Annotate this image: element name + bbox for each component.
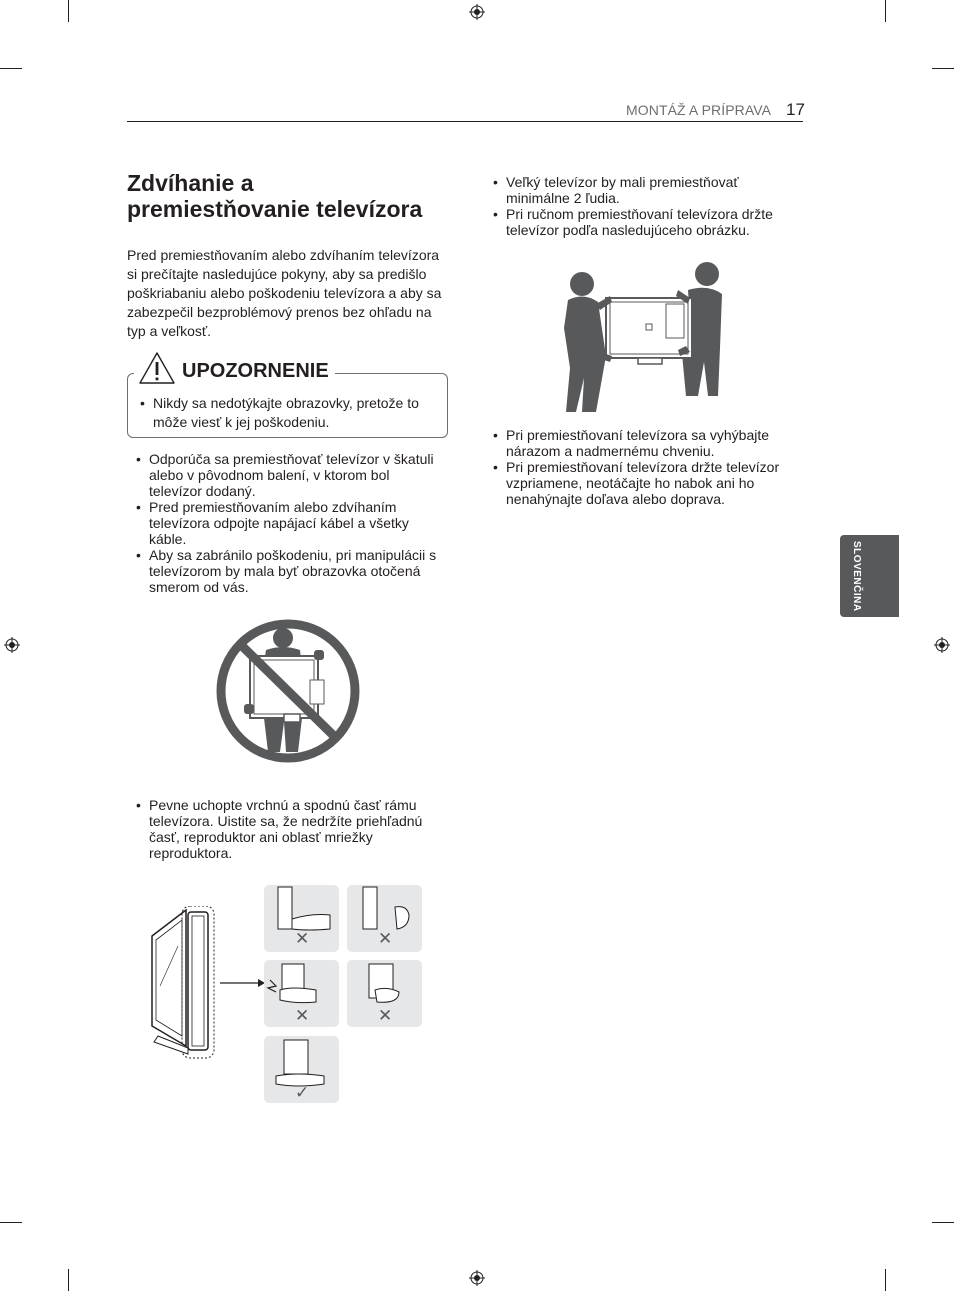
correct-mark-icon: ✓ [295, 1083, 310, 1102]
header-divider [127, 121, 803, 122]
list-item: • Veľký televízor by mali premiestňovať minimálne 2 ľudia. [493, 174, 793, 206]
page-title-line: premiestňovanie televízora [127, 196, 423, 222]
registration-mark-icon [4, 637, 20, 653]
list-item: • Pri premiestňovaní televízora držte televízor vzpriamene, neotáčajte ho nabok ani ho nenahýnajte doľava alebo doprava. [493, 459, 793, 507]
list-item: • Pred premiestňovaním alebo zdvíhaním televízora odpojte napájací kábel a všetky káble. [136, 499, 446, 547]
caution-title: UPOZORNENIE [182, 359, 329, 382]
page-title-line: Zdvíhanie a [127, 170, 254, 196]
wrong-mark-icon: ✕ [295, 929, 310, 948]
tv-frame-illustration [148, 906, 266, 1060]
registration-mark-icon [934, 637, 950, 653]
registration-mark-icon [469, 4, 485, 20]
wrong-mark-icon: ✕ [378, 929, 393, 948]
caution-heading [134, 348, 335, 388]
header-section-title: MONTÁŽ A PRÍPRAVA [626, 102, 772, 118]
crop-mark [0, 68, 22, 69]
list-item: • Pri premiestňovaní televízora sa vyhýbajte nárazom a nadmernému chveniu. [493, 427, 793, 459]
warning-icon [138, 351, 176, 385]
grip-correct-panel [264, 1036, 339, 1103]
crop-mark [932, 68, 954, 69]
single-person-prohibited-illustration [214, 618, 362, 764]
page-number: 17 [786, 100, 805, 119]
grip-wrong-panel [264, 960, 339, 1027]
grip-wrong-panel [347, 885, 422, 952]
crop-mark [932, 1222, 954, 1223]
list-item: • Nikdy sa nedotýkajte obrazovky, pretože to môže viesť k jej poškodeniu. [140, 394, 440, 432]
two-person-carry-illustration [562, 258, 730, 418]
caution-list [140, 394, 440, 432]
list-item: • Odporúča sa premiestňovať televízor v škatuli alebo v pôvodnom balení, v ktorom bol televízor dodaný. [136, 451, 446, 499]
grip-wrong-panel [264, 885, 339, 952]
bullet-list-a [136, 451, 446, 595]
crop-mark [68, 0, 69, 22]
page-title [127, 170, 467, 222]
list-item: • Aby sa zabránilo poškodeniu, pri manipulácii s televízorom by mala byť obrazovka otočená smerom od vás. [136, 547, 446, 595]
bullet-list-b [136, 797, 436, 861]
list-item: • Pri ručnom premiestňovaní televízora držte televízor podľa nasledujúceho obrázku. [493, 206, 793, 238]
list-item: • Pevne uchopte vrchnú a spodnú časť rámu televízora. Uistite sa, že nedržíte priehľadnú časť, reproduktor ani oblasť mriežky reproduktora. [136, 797, 436, 861]
grip-wrong-panel [347, 960, 422, 1027]
wrong-mark-icon: ✕ [295, 1006, 310, 1025]
registration-mark-icon [469, 1270, 485, 1286]
bullet-list-c [493, 174, 793, 238]
crop-mark [68, 1269, 69, 1291]
crop-mark [885, 0, 886, 22]
bullet-list-d [493, 427, 793, 507]
language-tab-label: SLOVENČINA [851, 540, 862, 612]
crop-mark [0, 1222, 22, 1223]
crop-mark [885, 1269, 886, 1291]
wrong-mark-icon: ✕ [378, 1006, 393, 1025]
intro-paragraph: Pred premiestňovaním alebo zdvíhaním televízora si prečítajte nasledujúce pokyny, aby sa predišlo poškriabaniu alebo poškodeniu televízora a aby sa zabezpečil bezproblémový prenos bez ohľadu na typ a veľkosť. [127, 247, 442, 339]
